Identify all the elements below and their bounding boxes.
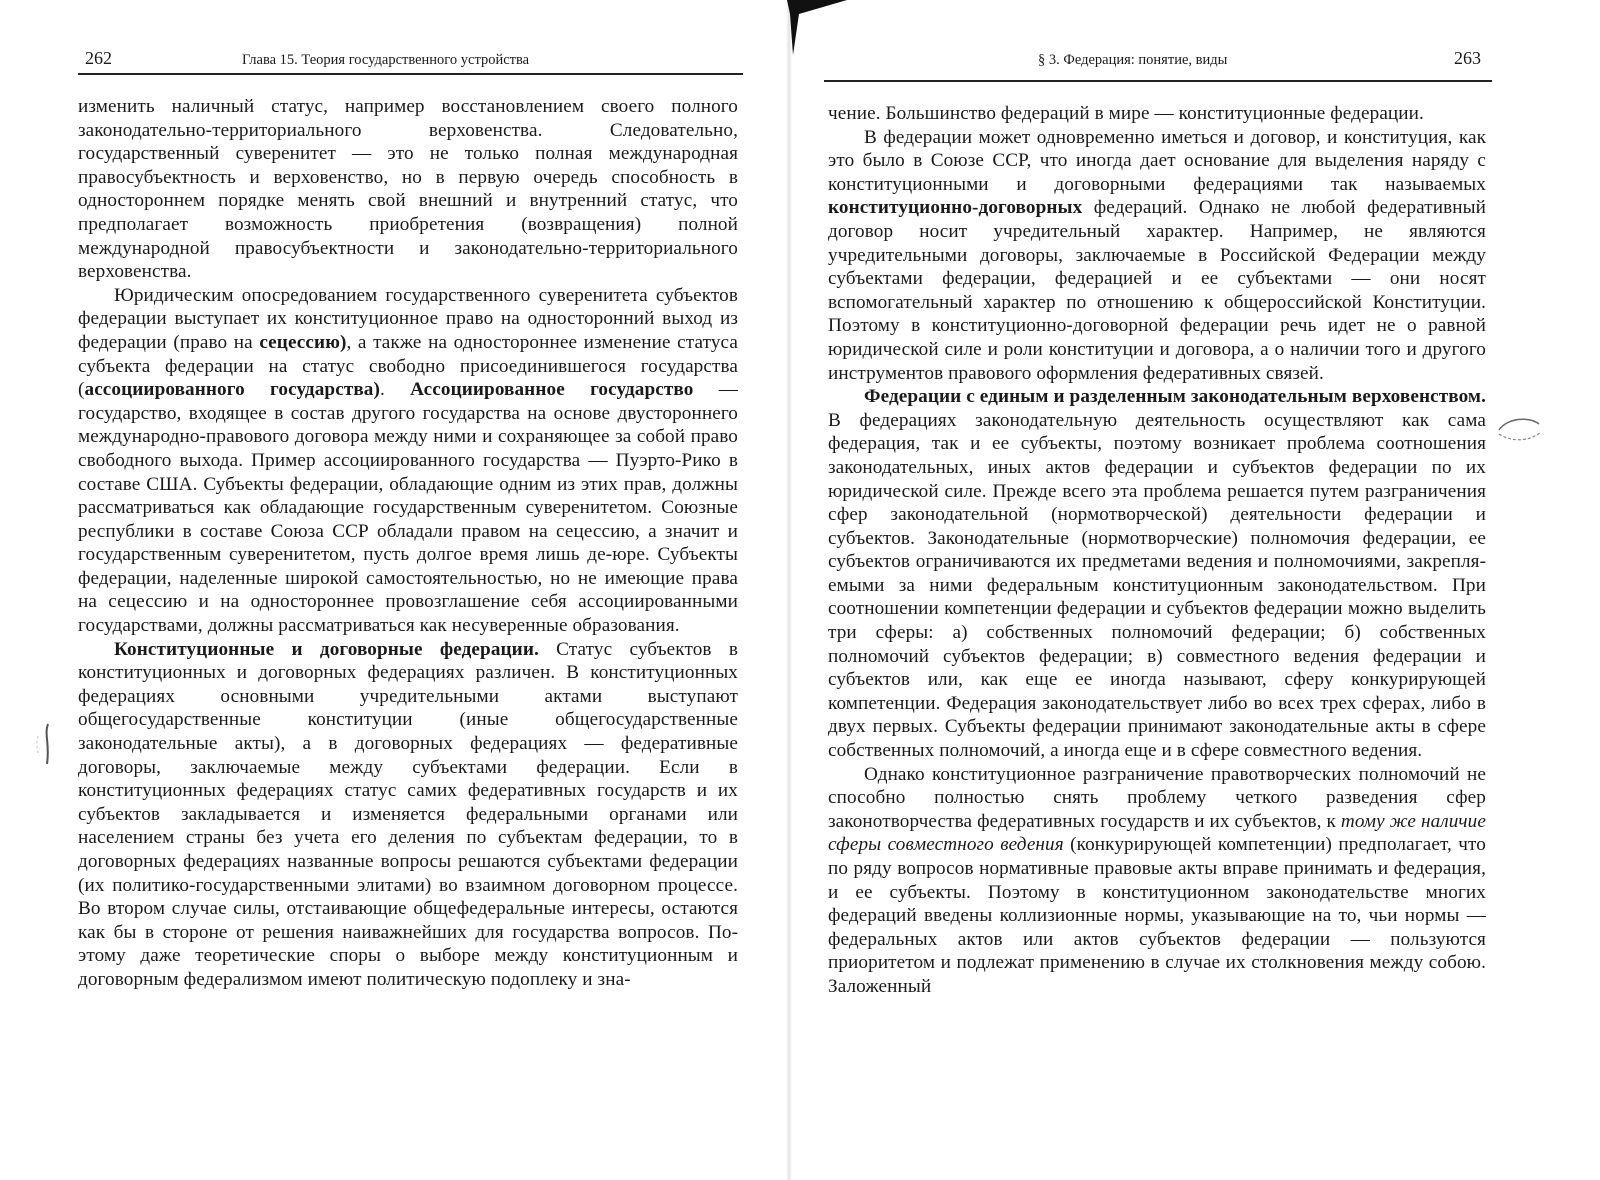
margin-pencil-mark <box>1495 412 1545 446</box>
page-number: 263 <box>1454 48 1481 68</box>
header-rule <box>78 73 743 75</box>
right-page <box>792 0 1600 1180</box>
bold-term: ассоциированного государства) <box>84 379 380 401</box>
header-rule <box>824 80 1492 82</box>
running-head: Глава 15. Теория государственного устройства <box>242 52 530 68</box>
text-run: чение. Большинство федераций в мире — конституционные федерации. <box>828 103 1424 124</box>
paragraph <box>828 126 1486 386</box>
margin-pencil-mark <box>30 720 60 768</box>
page-body <box>828 102 1486 999</box>
running-head: § 3. Федерация: понятие, виды <box>1038 52 1228 68</box>
paragraph <box>828 102 1486 126</box>
text-run: В федерациях законодательную деятельность осуществляют как сама федерация, так и ее субъекты, поэтому возникает проблема соотношения законодательных, иных актов федерации и субъектов федерации по их юридической силе. Прежде всего эта проблема решается путем разграничения сфер законодательной (нормотворческой) деятельности федерации и субъектов. Законодательные (нормотворческие) полномочия федерации, ее субъектов ограничиваются их предметами ведения и полномочиями, закрепляемыми за ними федеральным конституционным законодательством. При соотношении компетенции федерации и субъектов федерации можно выделить три сферы: а) собственных полномочий федерации; б) собственных полномочий субъектов федерации; в) совместного ведения федерации и субъектов или, как еще ее иногда называют, сферу конкурирующей компетенции. Федерация законодательствует либо во всех трех сферах, либо в двух первых. Субъекты федерации принимают законодательные акты в сфере собственных полномочий, а иногда еще и в сфере совместного ведения. <box>828 409 1486 762</box>
text-run: федераций. Однако не любой федеративный договор носит учредительный характер. Например, не являются учредительными договоры, заключаемые в Российской Федерации между субъектами федерации, федерацией и ее субъектами — они носят вспомогательный характер по отношению к общероссийской Конституции. Поэтому в конституционно-договорной федерации речь идет не о равной юридической силе и роли конституции и договора, а о наличии того и другого инструментов правового оформления федеративных связей. <box>828 197 1486 384</box>
bold-term: Ассоциированное государство <box>410 379 694 401</box>
text-run: В федерации может одновременно иметься и договор, и конституция, как это было в Союзе ССР, что иногда дает основание для выделения наряду с конституционными и договорными федерациями так называемых <box>828 126 1486 195</box>
paragraph <box>78 638 738 992</box>
text-run: изменить наличный статус, например восстановлением своего полного законодательно-территориального верховенства. Следовательно, государственный суверенитет — это не только полная международная правосубъектность и верховенство, но в первую очередь способность в одностороннем порядке менять свой внешний и внутренний статус, что предполагает возможность приобретения (возвращения) полной международной правосубъектности и законодательно-территориального верховенства. <box>78 96 738 283</box>
page-body <box>78 95 738 992</box>
paragraph <box>828 763 1486 999</box>
paragraph <box>828 385 1486 763</box>
text-run: Юридическим опосредованием государственного суверенитета субъектов федерации выступает их конституционное право на односторонний выход из федерации (право на <box>78 284 738 353</box>
text-run: Однако конституционное разграничение правотворческих полномочий не способно полностью снять проблему четкого разведения сфер законотворчества федеративных государств и их субъектов, к <box>828 763 1486 832</box>
left-page <box>0 0 786 1180</box>
bold-term: сецессию) <box>259 331 347 353</box>
page-number: 262 <box>85 48 112 68</box>
bold-term: Федерации с единым и разделенным законодательным верховенством. <box>864 386 1486 408</box>
italic-text: тому же наличие сферы совместного ведения <box>828 810 1486 856</box>
bold-term: конституционно-договорных <box>828 197 1083 219</box>
text-run: Статус субъектов в конституционных и договорных федерациях различен. В конституционных федерациях основными учредительными актами выступают общегосударственные конституции (иные общегосударственные законодательные акты), а в договорных федерациях — федеративные договоры, заключаемые между субъектами федерации. Если в конституционных федерациях статус самих федеративных государств и их субъектов закладывается и изменяется федеральными органами или населением страны без учета его деления по субъектам федерации, то в договорных федерациях названные вопросы решаются субъектами федерации (их политико-государственными элитами) во взаимном договорном процессе. Во втором случае силы, отстаивающие общефедеральные интересы, остаются как бы в стороне от решения наиважнейших для государства вопросов. Поэтому даже теоретические споры о выборе между конституционным и договорным федерализмом имеют политическую подоплеку и зна- <box>78 638 738 990</box>
paragraph <box>78 95 738 284</box>
text-run: , а также на одностороннее изменение статуса субъекта федерации на статус свободно присоединившегося государства ( <box>78 331 738 401</box>
bold-term: Конституционные и договорные федерации. <box>114 638 539 660</box>
text-run: — государство, входящее в состав другого государства на основе двустороннего международно-правового договора между ними и сохраняющее за собой право свободного выхода. Пример ассоциированного государства — Пуэрто-Рико в составе США. Субъекты федерации, обладающие одним из этих прав, должны рассматриваться как обладающие государственным суверенитетом. Союзные республики в составе Союза ССР обладали правом на сецессию, а значит и государственным суверенитетом, пусть долгое время лишь де-юре. Субъекты федерации, наделенные широкой самостоятельностью, но не имеющие права на сецессию и на одностороннее провозглашение себя ассоциированными государствами, должны рассматриваться как несуверенные образования. <box>78 379 738 637</box>
text-run: (конкурирующей компетенции) предполагает, что по ряду вопросов нормативные правовые акты вправе принимать и федерация, и ее субъекты. Поэтому в конституционном законодательстве многих федераций введены коллизионные нормы, указывающие на то, чьи нормы — федеральных актов или актов субъектов федерации — пользуются приоритетом и подлежат применению в случае их столкновения между собою. Заложенный <box>828 834 1486 997</box>
paragraph <box>78 284 738 638</box>
text-run: . <box>379 379 411 401</box>
